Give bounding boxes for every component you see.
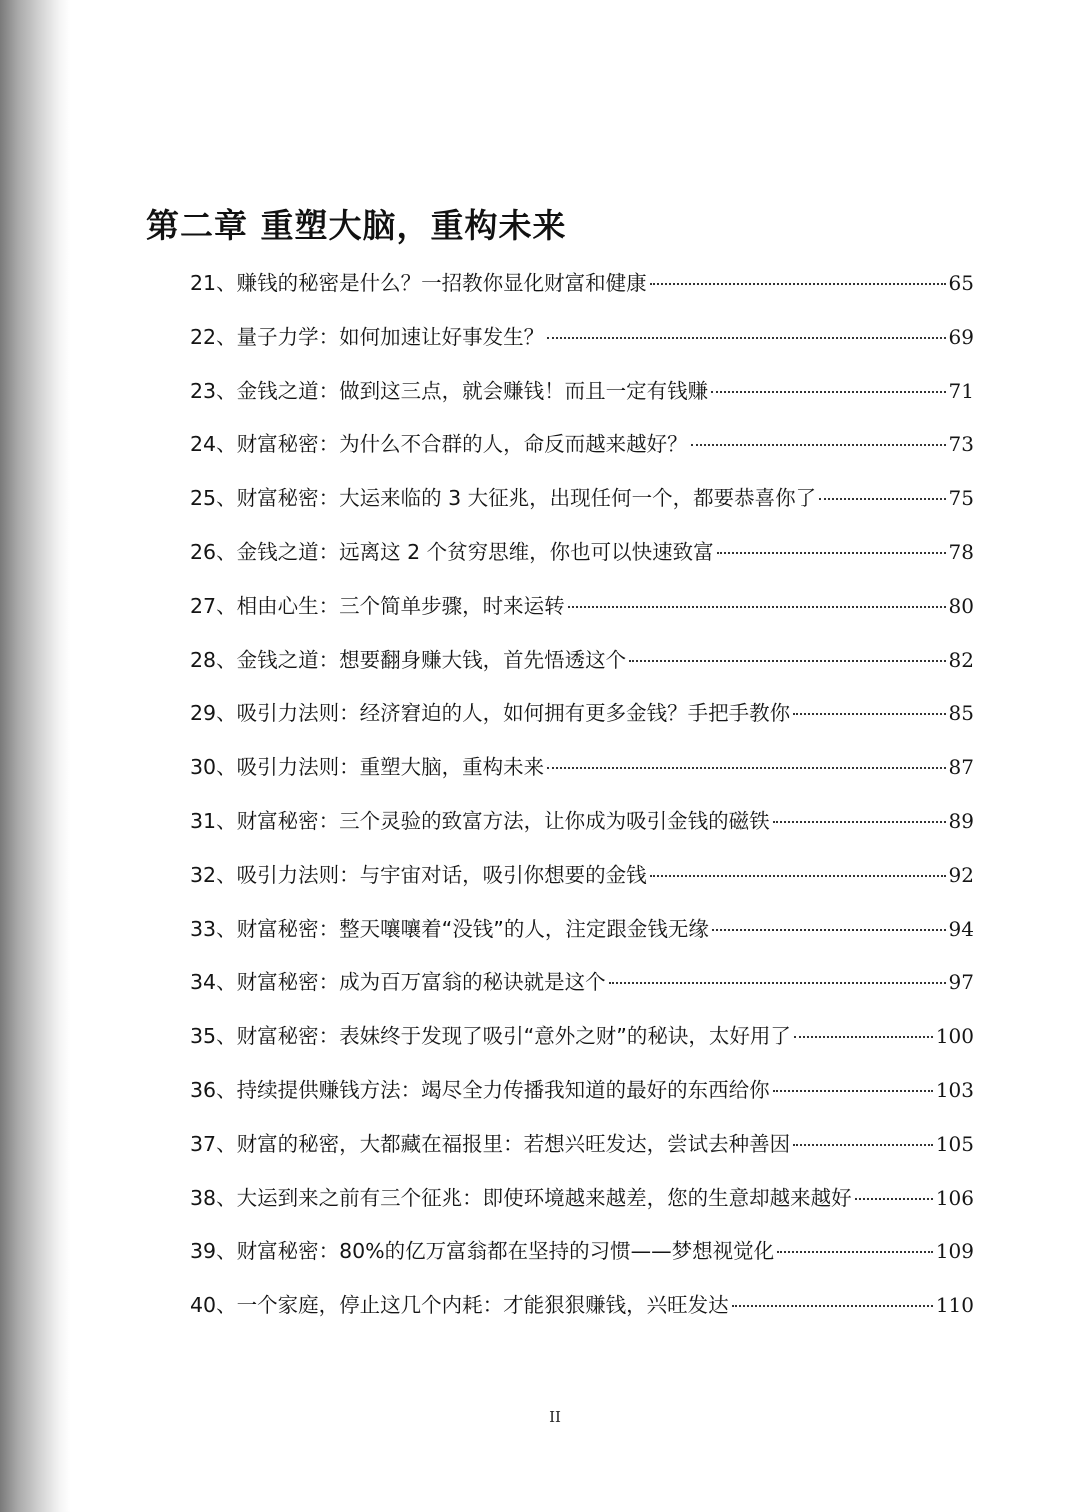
toc-entry-title: 33、财富秘密：整天嚷嚷着“没钱”的人，注定跟金钱无缘 [190, 916, 709, 941]
toc-dot-leader [568, 606, 946, 608]
toc-entry-title: 26、金钱之道：远离这 2 个贫穷思维，你也可以快速致富 [190, 539, 714, 564]
toc-entry-page: 69 [948, 324, 974, 349]
toc-entry-title: 40、一个家庭，停止这几个内耗：才能狠狠赚钱，兴旺发达 [190, 1293, 729, 1318]
toc-entry-page: 103 [935, 1077, 974, 1102]
toc-dot-leader [793, 1144, 933, 1146]
toc-entry-title: 22、量子力学：如何加速让好事发生？ [190, 324, 545, 349]
toc-entry[interactable] [190, 311, 974, 365]
toc-entry-page: 89 [948, 808, 974, 833]
toc-entry-page: 109 [935, 1239, 974, 1264]
toc-dot-leader [794, 1036, 933, 1038]
toc-entry-page: 80 [948, 593, 974, 618]
toc-entry[interactable] [190, 526, 974, 580]
toc-entry-title: 21、赚钱的秘密是什么？一招教你显化财富和健康 [190, 271, 647, 295]
toc-entry[interactable] [190, 580, 974, 634]
toc-dot-leader [717, 552, 946, 554]
toc-entry[interactable] [190, 903, 974, 957]
toc-entry-title: 25、财富秘密：大运来临的 3 大征兆，出现任何一个，都要恭喜你了 [190, 486, 817, 511]
toc-dot-leader [793, 713, 945, 715]
toc-entry-title: 27、相由心生：三个简单步骤，时来运转 [190, 593, 565, 618]
toc-entry[interactable] [190, 365, 974, 419]
toc-entry-page: 73 [948, 432, 974, 457]
toc-entry-page: 105 [935, 1131, 974, 1156]
toc-dot-leader [819, 498, 945, 500]
toc-entry-page: 110 [935, 1293, 974, 1318]
toc-entry[interactable] [190, 1010, 974, 1064]
toc-entry[interactable] [190, 634, 974, 688]
toc-entry-page: 94 [948, 916, 974, 941]
toc-dot-leader [650, 875, 946, 877]
toc-dot-leader [547, 337, 945, 339]
toc-entry-page: 82 [948, 647, 974, 672]
toc-entry[interactable] [190, 956, 974, 1010]
toc-entry-page: 87 [948, 755, 974, 780]
toc-entry-page: 71 [948, 378, 974, 403]
toc-entry[interactable] [190, 687, 974, 741]
toc-entry-page: 85 [948, 701, 974, 726]
toc-dot-leader [732, 1305, 933, 1307]
toc-entry[interactable] [190, 472, 974, 526]
toc-entry[interactable] [190, 1279, 974, 1333]
toc-entry-page: 92 [948, 862, 974, 887]
toc-entry[interactable] [190, 418, 974, 472]
toc-entry-title: 38、大运到来之前有三个征兆：即使环境越来越差，您的生意却越来越好 [190, 1185, 852, 1210]
toc-entry-title: 35、财富秘密：表妹终于发现了吸引“意外之财”的秘诀，太好用了 [190, 1024, 791, 1049]
toc-entry[interactable] [190, 1118, 974, 1172]
toc-dot-leader [773, 821, 946, 823]
toc-entry-title: 39、财富秘密：80%的亿万富翁都在坚持的习惯——梦想视觉化 [190, 1239, 775, 1264]
toc-entry-title: 29、吸引力法则：经济窘迫的人，如何拥有更多金钱？手把手教你 [190, 701, 791, 726]
toc-entry-page: 97 [948, 970, 974, 995]
toc-entry-title: 28、金钱之道：想要翻身赚大钱，首先悟透这个 [190, 647, 627, 672]
toc-entry-page: 100 [935, 1024, 974, 1049]
toc-entry-title: 24、财富秘密：为什么不合群的人，命反而越来越好？ [190, 432, 688, 457]
toc-entry[interactable] [190, 849, 974, 903]
toc-entry[interactable] [190, 741, 974, 795]
toc-dot-leader [691, 444, 946, 446]
toc-dot-leader [547, 767, 945, 769]
toc-dot-leader [712, 929, 946, 931]
toc-entry-page: 106 [935, 1185, 974, 1210]
toc-entry-title: 36、持续提供赚钱方法：竭尽全力传播我知道的最好的东西给你 [190, 1077, 770, 1102]
toc-dot-leader [650, 283, 946, 285]
page-number: II [549, 1408, 561, 1426]
toc-entry[interactable] [190, 1064, 974, 1118]
toc-entry-page: 65 [948, 271, 974, 295]
table-of-contents [190, 257, 974, 1333]
toc-dot-leader [777, 1251, 933, 1253]
toc-entry-title: 34、财富秘密：成为百万富翁的秘诀就是这个 [190, 970, 606, 995]
toc-entry-title: 23、金钱之道：做到这三点，就会赚钱！而且一定有钱赚 [190, 378, 709, 403]
toc-entry-title: 37、财富的秘密，大都藏在福报里：若想兴旺发达，尝试去种善因 [190, 1131, 791, 1156]
toc-entry[interactable] [190, 1225, 974, 1279]
toc-entry-page: 75 [948, 486, 974, 511]
toc-dot-leader [773, 1090, 933, 1092]
toc-entry[interactable] [190, 795, 974, 849]
toc-entry[interactable] [190, 257, 974, 311]
toc-dot-leader [855, 1198, 933, 1200]
chapter-title: 第二章 重塑大脑，重构未来 [146, 206, 567, 245]
toc-dot-leader [711, 391, 945, 393]
toc-entry-title: 30、吸引力法则：重塑大脑，重构未来 [190, 755, 545, 780]
toc-entry-title: 31、财富秘密：三个灵验的致富方法，让你成为吸引金钱的磁铁 [190, 808, 770, 833]
toc-entry-page: 78 [948, 539, 974, 564]
toc-dot-leader [609, 982, 946, 984]
toc-dot-leader [629, 660, 945, 662]
toc-entry-title: 32、吸引力法则：与宇宙对话，吸引你想要的金钱 [190, 862, 647, 887]
toc-entry[interactable] [190, 1172, 974, 1226]
